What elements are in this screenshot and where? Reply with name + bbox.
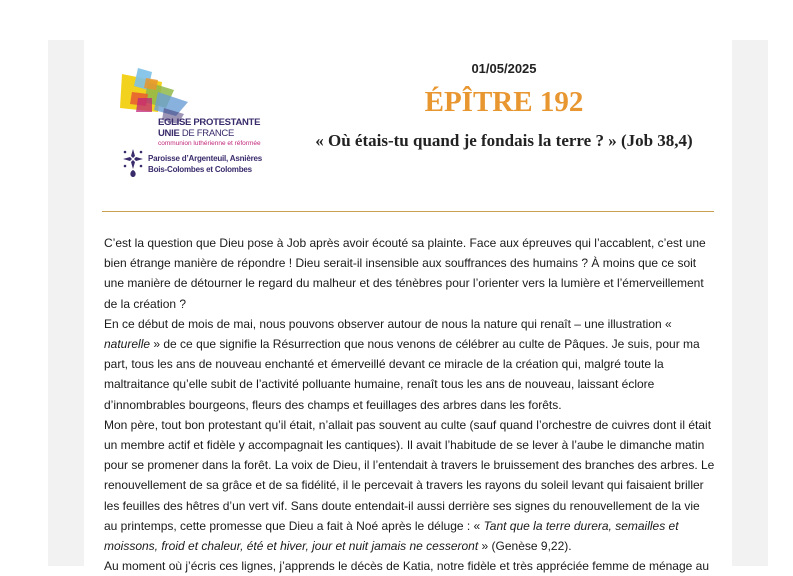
huguenot-cross-icon	[122, 148, 144, 178]
issue-date: 01/05/2025	[471, 61, 537, 76]
article-body	[104, 233, 716, 576]
paragraph-3-start: Mon père, tout bon protestant qu’il était, n’allait pas souvent au culte (sauf quand l’orchestre de cuivres dont il était un membre actif et fidèle y accompagnait les cantiques). Il avait l’habitude de se lever à l’aube le dimanche matin pour se promener dans la forêt. La voix de Dieu, il l’entendait à travers le bruissement des branches des arbres. Le renouvellement de sa grâce et de sa fidélité, il le percevait à travers les rayons du soleil levant qui faisaient briller les feuilles des hêtres d’un vert vif. Sans doute entendait-il aussi derrière ses signes du renouvellement de la vie au printemps, cette promesse que Dieu a fait à Noé après le déluge : «	[104, 417, 715, 533]
paragraph-3-end: » (Genèse 9,22).	[478, 539, 572, 554]
epistle-title: ÉPÎTRE 192	[424, 86, 584, 118]
paragraph-3-quote: Tant que la terre durera, semailles et moissons, froid et chaleur, été et hiver, jour et nuit jamais ne cesseront	[104, 518, 679, 554]
paragraph-4: Au moment où j’écris ces lignes, j’apprends le décès de Katia, notre fidèle et très appréciée femme de ménage au	[104, 559, 710, 574]
logo-line2-rest: DE FRANCE	[179, 128, 235, 139]
church-logo	[118, 68, 278, 178]
header-divider	[102, 211, 714, 212]
paragraph-2-emphasis: naturelle	[104, 337, 151, 352]
logo-parish-line2: Bois-Colombes et Colombes	[148, 165, 252, 174]
paragraph-2-start: En ce début de mois de mai, nous pouvons observer autour de nous la nature qui renaît – une illustration «	[104, 316, 672, 331]
paragraph-1: C’est la question que Dieu pose à Job après avoir écouté sa plainte. Face aux épreuves qui l’accablent, c’est une bien étrange manière de répondre ! Dieu serait-il insensible aux souffrances des humains ? À moins que ce soit une manière de détourner le regard du malheur et des ténèbres pour l’orienter vers la lumière et l’émerveillement de la création ?	[104, 236, 706, 311]
paragraph-2-end: » de ce que signifie la Résurrection que nous venons de célébrer au culte de Pâques. Je suis, pour ma part, tous les ans de nouveau enchanté et émerveillé devant ce miracle de la création qui, malgré toute la maltraitance qu’elle subit de l’activité polluante humaine, renaît tous les ans de nouveau, laissant éclore d’innombrables bourgeons, fleurs des champs et feuillages des arbres dans les forêts.	[104, 337, 700, 412]
paragraph-2	[104, 314, 716, 415]
logo-parish-line1: Paroisse d’Argenteuil, Asnières	[148, 154, 262, 163]
logo-line2	[158, 128, 234, 139]
logo-subline: communion luthérienne et réformée	[158, 140, 261, 147]
logo-line2-bold: UNIE	[158, 128, 180, 139]
epistle-subtitle: « Où étais-tu quand je fondais la terre ? » (Job 38,4)	[315, 131, 693, 150]
paragraph-3	[104, 415, 716, 556]
newsletter-sheet	[84, 40, 732, 574]
logo-line1: EGLISE PROTESTANTE	[158, 117, 261, 128]
